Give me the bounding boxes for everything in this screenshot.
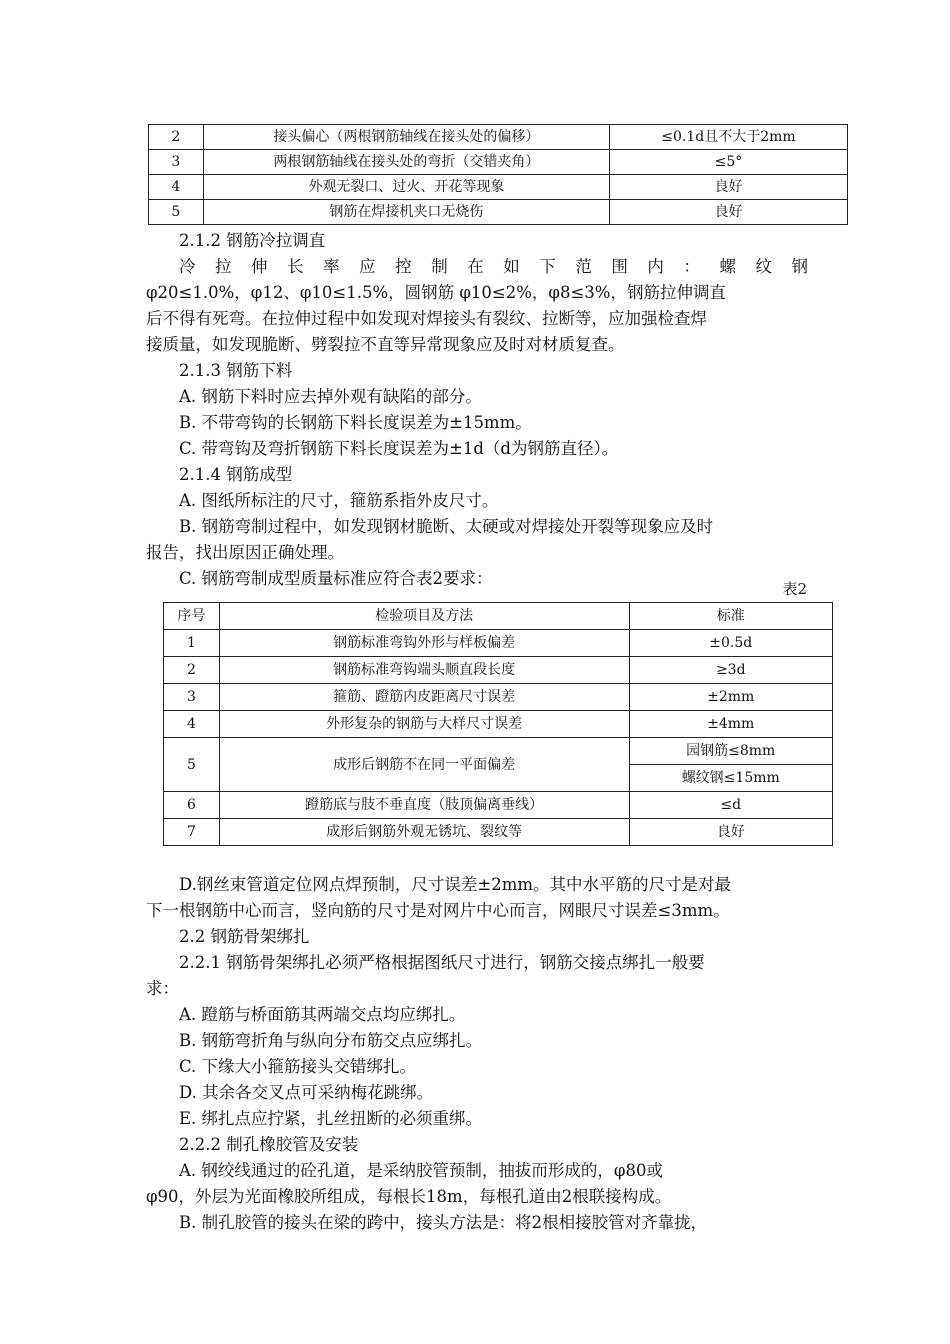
table-row [164, 792, 833, 819]
bending-quality-table [163, 602, 833, 846]
row-number: 2 [164, 657, 220, 684]
standard-value: 良好 [609, 200, 847, 225]
list-item: B. 钢筋弯折角与纵向分布筋交点应绑扎。 [179, 1031, 483, 1050]
section-heading: 2.1.2 钢筋冷拉调直 [179, 231, 326, 250]
section-heading: 2.1.3 钢筋下料 [179, 361, 293, 380]
table-row [164, 711, 833, 738]
inspection-item: 外观无裂口、过火、开花等现象 [203, 175, 609, 200]
standard-value: ±4mm [629, 711, 833, 738]
paragraph-line: 接质量，如发现脆断、劈裂拉不直等异常现象应及时对材质复查。 [146, 335, 625, 354]
section-block-2-2 [146, 872, 808, 1236]
paragraph-line: φ20≤1.0%，φ12、φ10≤1.5%，圆钢筋 φ10≤2%，φ8≤3%，钢筋拉伸调直 [146, 283, 726, 302]
list-item: A. 图纸所标注的尺寸，箍筋系指外皮尺寸。 [179, 491, 499, 510]
list-item: A. 钢绞线通过的砼孔道，是采纳胶管预制，抽拔而形成的，φ80或 [179, 1161, 663, 1180]
row-number: 2 [149, 125, 204, 150]
list-item: B. 不带弯钩的长钢筋下料长度误差为±15mm。 [179, 413, 532, 432]
standard-value: ±2mm [629, 684, 833, 711]
section-block-2-1 [146, 228, 808, 592]
list-item: C. 钢筋弯制成型质量标准应符合表2要求： [179, 569, 493, 588]
section-heading: 2.2.2 制孔橡胶管及安装 [179, 1135, 359, 1154]
row-number: 1 [164, 630, 220, 657]
paragraph-line: D.钢丝束管道定位网点焊预制，尺寸误差±2mm。其中水平筋的尺寸是对最 [179, 875, 732, 894]
inspection-item: 箍筋、蹬筋内皮距离尺寸误差 [219, 684, 629, 711]
table-row [164, 630, 833, 657]
row-number: 6 [164, 792, 220, 819]
standard-value: ±0.5d [629, 630, 833, 657]
paragraph-line: 下一根钢筋中心而言，竖向筋的尺寸是对网片中心而言，网眼尺寸误差≤3mm。 [146, 901, 730, 920]
inspection-item: 成形后钢筋不在同一平面偏差 [219, 738, 629, 792]
list-item: B. 制孔胶管的接头在梁的跨中，接头方法是：将2根相接胶管对齐靠拢， [179, 1213, 708, 1232]
section-heading: 2.1.4 钢筋成型 [179, 465, 293, 484]
inspection-item: 两根钢筋轴线在接头处的弯折（交错夹角） [203, 150, 609, 175]
list-item: B. 钢筋弯制过程中，如发现钢材脆断、太硬或对焊接处开裂等现象应及时 [179, 517, 714, 536]
inspection-item: 接头偏心（两根钢筋轴线在接头处的偏移） [203, 125, 609, 150]
inspection-item: 成形后钢筋外观无锈坑、裂纹等 [219, 819, 629, 846]
standard-value: ≥3d [629, 657, 833, 684]
paragraph-line: 求： [146, 979, 179, 998]
table-row [149, 150, 848, 175]
standard-value: 园钢筋≤8mm [629, 738, 833, 765]
inspection-item: 钢筋标准弯钩外形与样板偏差 [219, 630, 629, 657]
standard-value: 螺纹钢≤15mm [629, 765, 833, 792]
list-item: A. 钢筋下料时应去掉外观有缺陷的部分。 [179, 387, 482, 406]
table-row [164, 819, 833, 846]
row-number: 4 [164, 711, 220, 738]
column-header: 检验项目及方法 [219, 603, 629, 630]
list-item-continuation: φ90，外层为光面橡胶所组成，每根长18m，每根孔道由2根联接构成。 [146, 1187, 672, 1206]
weld-quality-table [148, 124, 848, 225]
standard-value: ≤d [629, 792, 833, 819]
list-item: D. 其余各交叉点可采纳梅花跳绑。 [179, 1083, 434, 1102]
column-header: 序号 [164, 603, 220, 630]
table-row [149, 175, 848, 200]
inspection-item: 外形复杂的钢筋与大样尺寸误差 [219, 711, 629, 738]
inspection-item: 钢筋标准弯钩端头顺直段长度 [219, 657, 629, 684]
table-row [164, 738, 833, 765]
standard-value: ≤5° [609, 150, 847, 175]
paragraph-line: 冷拉伸长率应控制在如下范围内：螺纹钢 [179, 257, 808, 276]
section-heading: 2.2 钢筋骨架绑扎 [179, 927, 310, 946]
table-row [149, 125, 848, 150]
standard-value: 良好 [609, 175, 847, 200]
row-number: 5 [164, 738, 220, 792]
list-item: C. 带弯钩及弯折钢筋下料长度误差为±1d（d为钢筋直径）。 [179, 439, 619, 458]
table-row [149, 200, 848, 225]
list-item: C. 下缘大小箍筋接头交错绑扎。 [179, 1057, 417, 1076]
table-caption: 表2 [782, 580, 807, 598]
column-header: 标准 [629, 603, 833, 630]
row-number: 7 [164, 819, 220, 846]
inspection-item: 蹬筋底与肢不垂直度（肢顶偏离垂线） [219, 792, 629, 819]
list-item: A. 蹬筋与桥面筋其两端交点均应绑扎。 [179, 1005, 466, 1024]
row-number: 3 [164, 684, 220, 711]
standard-value: ≤0.1d且不大于2mm [609, 125, 847, 150]
row-number: 4 [149, 175, 204, 200]
table-row [164, 684, 833, 711]
paragraph-line: 后不得有死弯。在拉伸过程中如发现对焊接头有裂纹、拉断等，应加强检查焊 [146, 309, 707, 328]
table-header-row [164, 603, 833, 630]
standard-value: 良好 [629, 819, 833, 846]
table-row [164, 657, 833, 684]
list-item: E. 绑扎点应拧紧，扎丝扭断的必须重绑。 [179, 1109, 483, 1128]
inspection-item: 钢筋在焊接机夹口无烧伤 [203, 200, 609, 225]
list-item-continuation: 报告，找出原因正确处理。 [146, 543, 344, 562]
row-number: 3 [149, 150, 204, 175]
row-number: 5 [149, 200, 204, 225]
paragraph-line: 2.2.1 钢筋骨架绑扎必须严格根据图纸尺寸进行，钢筋交接点绑扎一般要 [179, 953, 705, 972]
